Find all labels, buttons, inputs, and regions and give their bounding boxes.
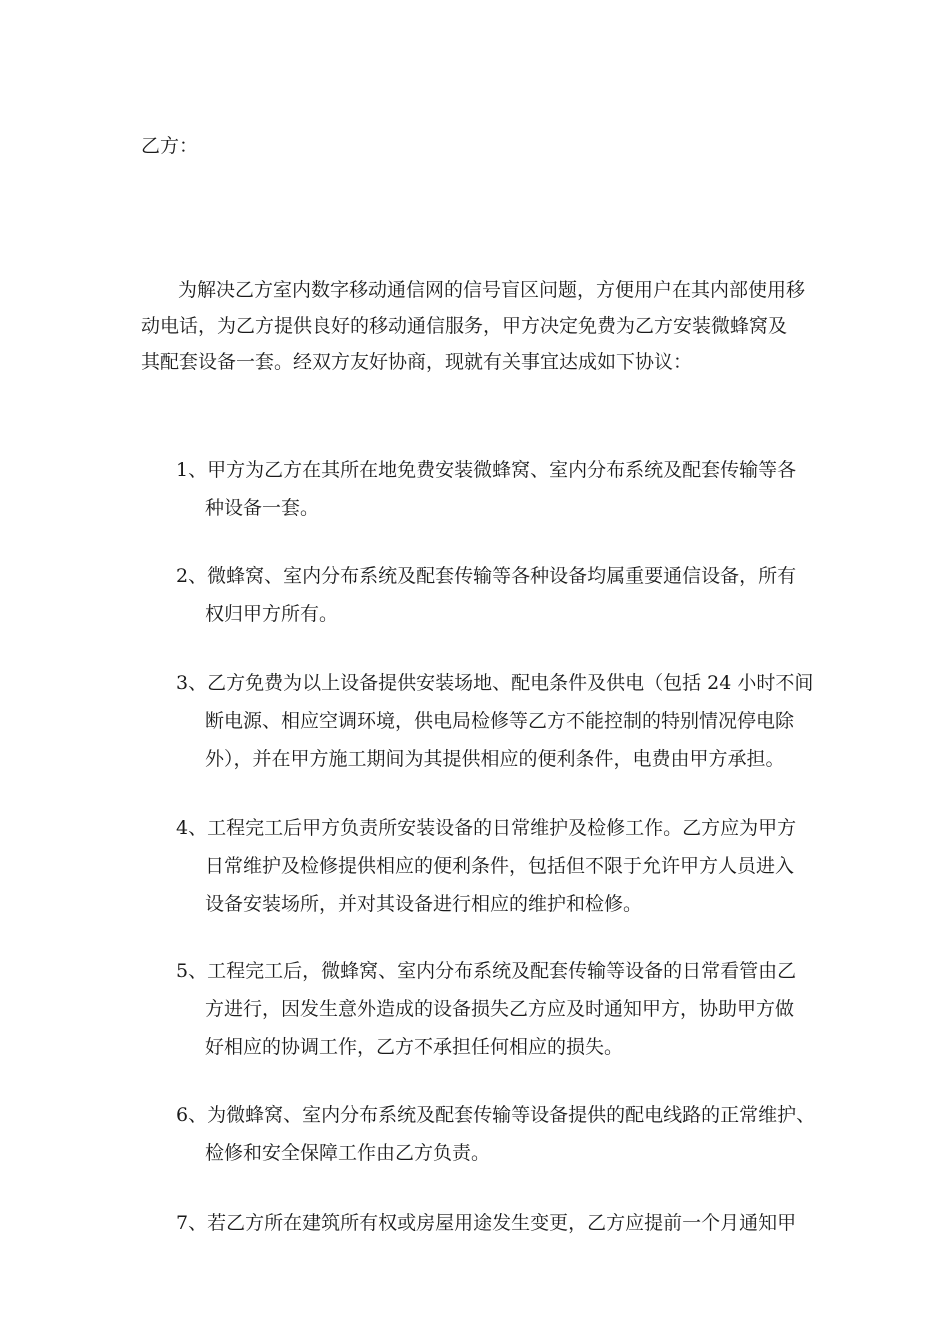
clause-number: 1、 (176, 459, 208, 481)
clause-line: 断电源、相应空调环境，供电局检修等乙方不能控制的特别情况停电除 (205, 710, 795, 732)
clause-5 (176, 952, 826, 1066)
clause-text: 若乙方所在建筑所有权或房屋用途发生变更，乙方应提前一个月通知甲 (207, 1212, 797, 1234)
clause-line (176, 1096, 826, 1134)
clause-3 (176, 664, 826, 778)
clause-line (176, 451, 826, 489)
clause-line: 日常维护及检修提供相应的便利条件，包括但不限于允许甲方人员进入 (205, 855, 795, 877)
clause-6 (176, 1096, 826, 1172)
clause-number: 7、 (176, 1212, 208, 1234)
clause-4 (176, 809, 826, 923)
clause-number: 2、 (176, 565, 208, 587)
clause-line: 设备安装场所，并对其设备进行相应的维护和检修。 (205, 893, 643, 915)
clause-line (176, 952, 826, 990)
clause-line: 检修和安全保障工作由乙方负责。 (205, 1142, 491, 1164)
clause-number: 5、 (176, 960, 208, 982)
clause-1 (176, 451, 826, 527)
clause-line: 权归甲方所有。 (205, 603, 339, 625)
clause-line: 好相应的协调工作，乙方不承担任何相应的损失。 (205, 1036, 624, 1058)
clause-line (176, 1204, 826, 1242)
clause-text: 乙方免费为以上设备提供安装场地、配电条件及供电（包括 24 小时不间 (207, 672, 814, 694)
clause-line (176, 664, 826, 702)
intro-line: 其配套设备一套。经双方友好协商，现就有关事宜达成如下协议： (141, 351, 693, 373)
intro-line: 动电话，为乙方提供良好的移动通信服务，甲方决定免费为乙方安装微蜂窝及 (141, 315, 788, 337)
clause-text: 微蜂窝、室内分布系统及配套传输等各种设备均属重要通信设备，所有 (207, 565, 797, 587)
clause-line: 外），并在甲方施工期间为其提供相应的便利条件，电费由甲方承担。 (205, 748, 785, 770)
clause-line: 种设备一套。 (205, 497, 320, 519)
intro-line: 为解决乙方室内数字移动通信网的信号盲区问题，方便用户在其内部使用移 (178, 279, 806, 301)
clause-text: 工程完工后甲方负责所安装设备的日常维护及检修工作。乙方应为甲方 (207, 817, 797, 839)
clause-number: 3、 (176, 672, 208, 694)
clause-text: 甲方为乙方在其所在地免费安装微蜂窝、室内分布系统及配套传输等各 (207, 459, 797, 481)
party-b-label: 乙方： (141, 135, 199, 157)
clause-number: 6、 (176, 1104, 208, 1126)
clause-line (176, 557, 826, 595)
clause-line: 方进行，因发生意外造成的设备损失乙方应及时通知甲方，协助甲方做 (205, 998, 795, 1020)
clause-2 (176, 557, 826, 633)
clause-text: 工程完工后，微蜂窝、室内分布系统及配套传输等设备的日常看管由乙 (207, 960, 797, 982)
clause-text: 为微蜂窝、室内分布系统及配套传输等设备提供的配电线路的正常维护、 (207, 1104, 816, 1126)
clause-7 (176, 1204, 826, 1242)
clause-number: 4、 (176, 817, 208, 839)
clause-line (176, 809, 826, 847)
intro-paragraph (141, 272, 821, 380)
